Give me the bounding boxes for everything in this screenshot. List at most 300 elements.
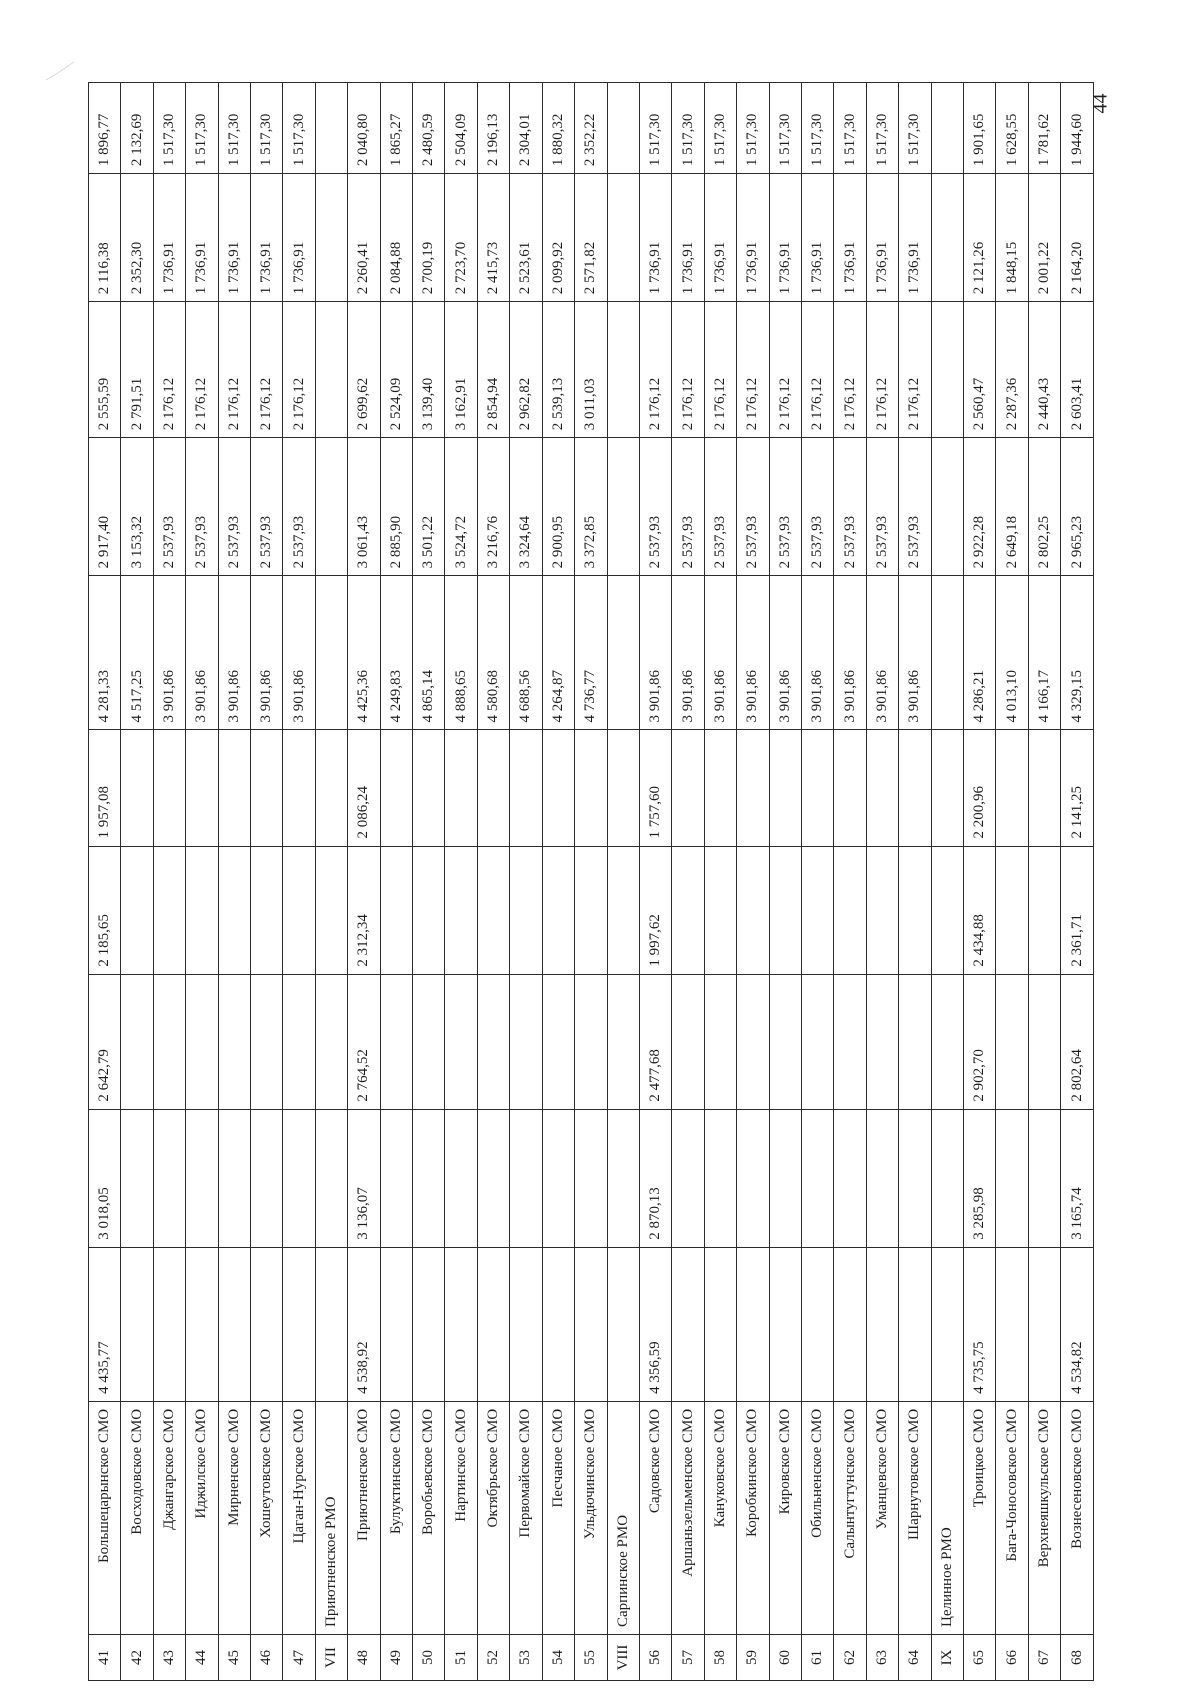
value-cell: 1 865,27 (380, 83, 412, 174)
municipality-name-cell: Шарнутовское СМО (899, 1401, 931, 1634)
value-cell: 2 352,22 (575, 83, 607, 174)
value-cell: 2 260,41 (348, 174, 380, 302)
rotated-table-stage (88, 82, 1094, 1681)
value-cell (510, 730, 542, 846)
value-cell (315, 974, 347, 1109)
value-cell: 1 757,60 (639, 730, 671, 846)
value-cell (834, 730, 866, 846)
value-cell (866, 730, 898, 846)
value-cell (866, 974, 898, 1109)
value-cell: 1 736,91 (899, 174, 931, 302)
value-cell (704, 730, 736, 846)
value-cell: 2 176,12 (704, 302, 736, 438)
value-cell: 2 361,71 (1061, 846, 1094, 974)
value-cell (153, 974, 185, 1109)
value-cell: 2 537,93 (186, 438, 218, 576)
value-cell: 2 176,12 (218, 302, 250, 438)
value-cell (931, 438, 963, 576)
value-cell: 3 165,74 (1061, 1109, 1094, 1247)
row-number-cell: 62 (834, 1634, 866, 1680)
value-cell: 2 176,12 (672, 302, 704, 438)
value-cell (315, 438, 347, 576)
table-row (996, 83, 1028, 1681)
value-cell (413, 1247, 445, 1401)
row-number-cell: 63 (866, 1634, 898, 1680)
value-cell: 2 176,12 (801, 302, 833, 438)
municipality-name-cell: Приютненское РМО (315, 1401, 347, 1634)
value-cell: 4 736,77 (575, 576, 607, 730)
value-cell (510, 1109, 542, 1247)
value-cell (931, 302, 963, 438)
value-cell (477, 1247, 509, 1401)
value-cell: 2 121,26 (963, 174, 995, 302)
value-cell (704, 1247, 736, 1401)
value-cell: 1 517,30 (737, 83, 769, 174)
table-row (186, 83, 218, 1681)
value-cell: 3 162,91 (445, 302, 477, 438)
value-cell (1028, 1109, 1060, 1247)
value-cell (413, 730, 445, 846)
value-cell: 1 736,91 (769, 174, 801, 302)
value-cell: 4 534,82 (1061, 1247, 1094, 1401)
value-cell (899, 730, 931, 846)
value-cell: 4 688,56 (510, 576, 542, 730)
value-cell: 2 086,24 (348, 730, 380, 846)
row-number-cell: 49 (380, 1634, 412, 1680)
value-cell (121, 730, 153, 846)
table-row (801, 83, 833, 1681)
value-cell: 3 524,72 (445, 438, 477, 576)
value-cell: 4 286,21 (963, 576, 995, 730)
value-cell (380, 846, 412, 974)
value-cell: 4 281,33 (89, 576, 121, 730)
value-cell: 2 176,12 (866, 302, 898, 438)
value-cell: 1 736,91 (218, 174, 250, 302)
value-cell: 4 425,36 (348, 576, 380, 730)
value-cell: 2 434,88 (963, 846, 995, 974)
municipality-name-cell: Большецарынское СМО (89, 1401, 121, 1634)
value-cell: 1 736,91 (704, 174, 736, 302)
value-cell (153, 730, 185, 846)
value-cell: 2 962,82 (510, 302, 542, 438)
value-cell: 2 132,69 (121, 83, 153, 174)
value-cell: 3 061,43 (348, 438, 380, 576)
value-cell (445, 1247, 477, 1401)
value-cell: 2 537,93 (801, 438, 833, 576)
row-number-cell: 55 (575, 1634, 607, 1680)
value-cell (931, 846, 963, 974)
value-cell: 2 537,93 (834, 438, 866, 576)
table-row (834, 83, 866, 1681)
value-cell (542, 846, 574, 974)
value-cell (931, 174, 963, 302)
value-cell: 3 011,03 (575, 302, 607, 438)
value-cell: 2 200,96 (963, 730, 995, 846)
row-number-cell: 42 (121, 1634, 153, 1680)
value-cell (477, 1109, 509, 1247)
value-cell (315, 174, 347, 302)
value-cell: 2 555,59 (89, 302, 121, 438)
value-cell: 4 356,59 (639, 1247, 671, 1401)
table-row (672, 83, 704, 1681)
table-row (704, 83, 736, 1681)
value-cell (899, 1109, 931, 1247)
value-cell (218, 974, 250, 1109)
value-cell: 1 517,30 (834, 83, 866, 174)
municipality-name-cell: Приютненское СМО (348, 1401, 380, 1634)
value-cell: 1 517,30 (283, 83, 315, 174)
table-row (575, 83, 607, 1681)
value-cell: 1 736,91 (672, 174, 704, 302)
value-cell (575, 730, 607, 846)
row-number-cell: 59 (737, 1634, 769, 1680)
value-cell (445, 846, 477, 974)
municipality-name-cell: Садовское СМО (639, 1401, 671, 1634)
value-cell (672, 1247, 704, 1401)
value-cell (672, 974, 704, 1109)
table-row (445, 83, 477, 1681)
value-cell (315, 576, 347, 730)
municipality-name-cell: Бага-Чоносовское СМО (996, 1401, 1028, 1634)
value-cell: 2 854,94 (477, 302, 509, 438)
value-cell (607, 174, 639, 302)
value-cell (704, 974, 736, 1109)
value-cell (218, 846, 250, 974)
value-cell (575, 1247, 607, 1401)
value-cell (153, 846, 185, 974)
row-number-cell: 67 (1028, 1634, 1060, 1680)
value-cell (218, 1109, 250, 1247)
value-cell: 4 538,92 (348, 1247, 380, 1401)
value-cell: 1 736,91 (737, 174, 769, 302)
value-cell: 3 372,85 (575, 438, 607, 576)
value-cell (186, 974, 218, 1109)
row-number-cell: 47 (283, 1634, 315, 1680)
municipality-name-cell: Вознесеновское СМО (1061, 1401, 1094, 1634)
value-cell (121, 846, 153, 974)
value-cell (672, 1109, 704, 1247)
municipality-name-cell: Джангарское СМО (153, 1401, 185, 1634)
value-cell (769, 846, 801, 974)
value-cell (251, 1109, 283, 1247)
value-cell (996, 1109, 1028, 1247)
value-cell: 2 176,12 (251, 302, 283, 438)
value-cell (672, 730, 704, 846)
value-cell (186, 1109, 218, 1247)
value-cell: 1 944,60 (1061, 83, 1094, 174)
value-cell: 2 287,36 (996, 302, 1028, 438)
value-cell (1028, 1247, 1060, 1401)
row-number-cell: 57 (672, 1634, 704, 1680)
value-cell: 2 537,93 (737, 438, 769, 576)
value-cell (315, 846, 347, 974)
value-cell: 2 539,13 (542, 302, 574, 438)
row-number-cell: 64 (899, 1634, 931, 1680)
value-cell: 4 264,87 (542, 576, 574, 730)
row-number-cell: 43 (153, 1634, 185, 1680)
value-cell (931, 576, 963, 730)
value-cell (607, 83, 639, 174)
municipality-name-cell: Сарпинское РМО (607, 1401, 639, 1634)
value-cell (251, 846, 283, 974)
value-cell: 2 791,51 (121, 302, 153, 438)
value-cell (737, 846, 769, 974)
value-cell: 2 802,64 (1061, 974, 1094, 1109)
value-cell (380, 1109, 412, 1247)
value-cell: 1 848,15 (996, 174, 1028, 302)
value-cell (1028, 730, 1060, 846)
value-cell: 3 901,86 (704, 576, 736, 730)
value-cell (477, 730, 509, 846)
value-cell: 3 018,05 (89, 1109, 121, 1247)
value-cell: 1 517,30 (704, 83, 736, 174)
value-cell (283, 730, 315, 846)
table-row (348, 83, 380, 1681)
value-cell: 1 517,30 (639, 83, 671, 174)
table-row (866, 83, 898, 1681)
value-cell (121, 1109, 153, 1247)
value-cell (834, 846, 866, 974)
section-row (607, 83, 639, 1681)
table-row (510, 83, 542, 1681)
value-cell: 4 166,17 (1028, 576, 1060, 730)
value-cell: 3 153,32 (121, 438, 153, 576)
value-cell: 2 176,12 (737, 302, 769, 438)
value-cell: 3 901,86 (153, 576, 185, 730)
value-cell: 2 176,12 (186, 302, 218, 438)
value-cell: 2 965,23 (1061, 438, 1094, 576)
scan-mark (44, 58, 82, 88)
value-cell: 1 736,91 (153, 174, 185, 302)
row-number-cell: 48 (348, 1634, 380, 1680)
table-row (769, 83, 801, 1681)
value-cell (996, 730, 1028, 846)
municipality-name-cell: Уманцевское СМО (866, 1401, 898, 1634)
value-cell: 3 901,86 (186, 576, 218, 730)
value-cell (834, 1247, 866, 1401)
value-cell: 1 517,30 (186, 83, 218, 174)
value-cell: 2 802,25 (1028, 438, 1060, 576)
value-cell: 2 480,59 (413, 83, 445, 174)
value-cell: 2 764,52 (348, 974, 380, 1109)
value-cell (445, 1109, 477, 1247)
value-cell: 2 415,73 (477, 174, 509, 302)
value-cell (510, 974, 542, 1109)
tariff-table (88, 82, 1094, 1681)
value-cell (413, 846, 445, 974)
value-cell: 1 736,91 (866, 174, 898, 302)
municipality-name-cell: Хошеутовское СМО (251, 1401, 283, 1634)
value-cell (413, 974, 445, 1109)
value-cell (575, 974, 607, 1109)
value-cell: 2 700,19 (413, 174, 445, 302)
value-cell: 2 723,70 (445, 174, 477, 302)
value-cell (704, 846, 736, 974)
value-cell (413, 1109, 445, 1247)
value-cell: 3 901,86 (899, 576, 931, 730)
table-row (737, 83, 769, 1681)
value-cell: 2 537,93 (283, 438, 315, 576)
value-cell: 1 736,91 (251, 174, 283, 302)
row-number-cell: 68 (1061, 1634, 1094, 1680)
value-cell: 2 304,01 (510, 83, 542, 174)
value-cell (899, 974, 931, 1109)
row-number-cell: 54 (542, 1634, 574, 1680)
value-cell: 1 628,55 (996, 83, 1028, 174)
municipality-name-cell: Первомайское СМО (510, 1401, 542, 1634)
table-row (963, 83, 995, 1681)
value-cell (445, 974, 477, 1109)
value-cell (737, 1109, 769, 1247)
value-cell (801, 1247, 833, 1401)
value-cell (996, 1247, 1028, 1401)
value-cell: 4 888,65 (445, 576, 477, 730)
table-row (153, 83, 185, 1681)
value-cell (283, 1109, 315, 1247)
value-cell: 2 537,93 (704, 438, 736, 576)
table-row (1061, 83, 1094, 1681)
value-cell: 3 901,86 (672, 576, 704, 730)
value-cell (251, 974, 283, 1109)
value-cell (801, 846, 833, 974)
value-cell: 2 649,18 (996, 438, 1028, 576)
municipality-name-cell: Кануковское СМО (704, 1401, 736, 1634)
value-cell: 4 249,83 (380, 576, 412, 730)
value-cell (931, 83, 963, 174)
value-cell (607, 438, 639, 576)
value-cell (607, 974, 639, 1109)
value-cell (996, 974, 1028, 1109)
value-cell (575, 846, 607, 974)
value-cell (380, 730, 412, 846)
value-cell (251, 1247, 283, 1401)
value-cell (477, 846, 509, 974)
value-cell (931, 730, 963, 846)
value-cell: 2 176,12 (153, 302, 185, 438)
value-cell: 2 537,93 (251, 438, 283, 576)
value-cell: 1 880,32 (542, 83, 574, 174)
row-number-cell: IX (931, 1634, 963, 1680)
value-cell: 2 900,95 (542, 438, 574, 576)
row-number-cell: 53 (510, 1634, 542, 1680)
value-cell (899, 1247, 931, 1401)
page-number: 44 (1089, 93, 1112, 114)
value-cell (380, 1247, 412, 1401)
value-cell (704, 1109, 736, 1247)
value-cell (801, 730, 833, 846)
value-cell (769, 1247, 801, 1401)
value-cell (672, 846, 704, 974)
municipality-name-cell: Цаган-Нурское СМО (283, 1401, 315, 1634)
value-cell: 1 901,65 (963, 83, 995, 174)
value-cell (186, 1247, 218, 1401)
table-row (218, 83, 250, 1681)
value-cell (315, 730, 347, 846)
section-row (931, 83, 963, 1681)
value-cell: 2 642,79 (89, 974, 121, 1109)
value-cell: 3 216,76 (477, 438, 509, 576)
value-cell (899, 846, 931, 974)
row-number-cell: VIII (607, 1634, 639, 1680)
value-cell (931, 1109, 963, 1247)
value-cell (769, 1109, 801, 1247)
table-row (89, 83, 121, 1681)
municipality-name-cell: Кировское СМО (769, 1401, 801, 1634)
value-cell (315, 1109, 347, 1247)
value-cell (510, 846, 542, 974)
row-number-cell: 56 (639, 1634, 671, 1680)
value-cell: 3 139,40 (413, 302, 445, 438)
value-cell: 2 537,93 (153, 438, 185, 576)
value-cell: 1 957,08 (89, 730, 121, 846)
value-cell: 2 902,70 (963, 974, 995, 1109)
value-cell (218, 730, 250, 846)
value-cell: 1 736,91 (283, 174, 315, 302)
value-cell: 2 560,47 (963, 302, 995, 438)
value-cell: 1 896,77 (89, 83, 121, 174)
value-cell: 3 136,07 (348, 1109, 380, 1247)
row-number-cell: 45 (218, 1634, 250, 1680)
value-cell (510, 1247, 542, 1401)
value-cell (283, 974, 315, 1109)
value-cell: 1 517,30 (899, 83, 931, 174)
value-cell: 4 865,14 (413, 576, 445, 730)
value-cell (315, 83, 347, 174)
value-cell (607, 730, 639, 846)
row-number-cell: 46 (251, 1634, 283, 1680)
table-row (380, 83, 412, 1681)
value-cell: 2 176,12 (899, 302, 931, 438)
value-cell: 2 176,12 (639, 302, 671, 438)
value-cell (186, 730, 218, 846)
value-cell (996, 846, 1028, 974)
value-cell (607, 1109, 639, 1247)
value-cell: 2 185,65 (89, 846, 121, 974)
table-row (542, 83, 574, 1681)
value-cell: 1 781,62 (1028, 83, 1060, 174)
value-cell (834, 974, 866, 1109)
municipality-name-cell: Ульдючинское СМО (575, 1401, 607, 1634)
value-cell: 4 517,25 (121, 576, 153, 730)
value-cell (1028, 974, 1060, 1109)
value-cell: 2 537,93 (769, 438, 801, 576)
value-cell: 2 537,93 (899, 438, 931, 576)
municipality-name-cell: Октябрьское СМО (477, 1401, 509, 1634)
municipality-name-cell: Салынтугтунское СМО (834, 1401, 866, 1634)
value-cell: 1 517,30 (672, 83, 704, 174)
value-cell (769, 730, 801, 846)
municipality-name-cell: Обильненское СМО (801, 1401, 833, 1634)
value-cell: 2 440,43 (1028, 302, 1060, 438)
table-row (251, 83, 283, 1681)
row-number-cell: 65 (963, 1634, 995, 1680)
value-cell (866, 1247, 898, 1401)
municipality-name-cell: Коробкинское СМО (737, 1401, 769, 1634)
value-cell (801, 1109, 833, 1247)
value-cell (218, 1247, 250, 1401)
value-cell: 1 517,30 (251, 83, 283, 174)
value-cell (186, 846, 218, 974)
value-cell (542, 730, 574, 846)
value-cell: 1 517,30 (769, 83, 801, 174)
value-cell (542, 974, 574, 1109)
value-cell (834, 1109, 866, 1247)
value-cell: 1 736,91 (801, 174, 833, 302)
table-row (1028, 83, 1060, 1681)
value-cell: 1 997,62 (639, 846, 671, 974)
value-cell: 1 517,30 (801, 83, 833, 174)
value-cell (801, 974, 833, 1109)
